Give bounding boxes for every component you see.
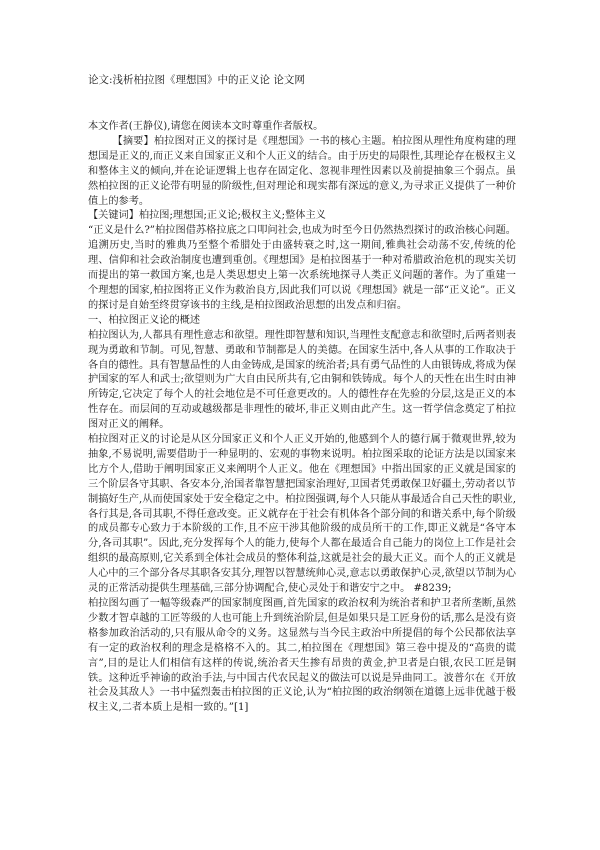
intro-paragraph: “正义是什么?”柏拉图借苏格拉底之口叩问社会,也成为时至今日仍然热烈探讨的政治核心问题。追溯历史,当时的雅典乃至整个希腊处于由盛转衰之时,这一期间,雅典社会动荡不安,传统的伦理、信仰和社会政治制度也遭到重创。《理想国》是柏拉图基于一种对希腊政治危机的现实关切而提出的第一救国方案,也是人类思想史上第一次系统地探寻人类正义问题的著作。为了重建一个理想的国家,柏拉图将正义作为救治良方,因此我们可以说《理想国》就是一部“正义论”。正义的探讨是自始至终贯穿该书的主线,是柏拉图政治思想的出发点和归宿。 [88, 225, 516, 311]
abstract-paragraph: 【摘要】柏拉图对正义的探讨是《理想国》一书的核心主题。柏拉图从理性角度构建的理想国是正义的,而正义来自国家正义和个人正义的结合。由于历史的局限性,其理论存在极权主义和整体主义的倾向,并在论证逻辑上也存在固定化、忽视非理性因素以及前提抽象三个弱点。虽然柏拉图的正义论带有明显的阶级性,但对理论和现实都有深远的意义,为寻求正义提供了一种价值上的参考。 [88, 135, 516, 207]
body-paragraph: 柏拉图认为,人都具有理性意志和欲望。理性即智慧和知识,当理性支配意志和欲望时,后两者则表现为勇敢和节制。可见,智慧、勇敢和节制都是人的美德。在国家生活中,各人从事的工作取决于各自的德性。具有智慧品性的人由金铸成,是国家的统治者;具有勇气品性的人由银铸成,将成为保护国家的军人和武士;欲望则为广大自由民所共有,它由铜和铁铸成。每个人的天性在出生时由神所铸定,它决定了每个人的社会地位是不可任意更改的。人的德性存在先验的分层,这是正义的本性存在。而层间的互动或越级都是非理性的破坏,非正义则由此产生。这一哲学信念奠定了柏拉图对正义的阐释。 [88, 329, 516, 431]
section-heading: 一、柏拉图正义论的概述 [88, 314, 201, 326]
document-title: 论文:浅析柏拉图《理想国》中的正义论 论文网 [88, 74, 305, 86]
body-paragraph: 柏拉图勾画了一幅等级森严的国家制度图画,首先国家的政治权利为统治者和护卫者所垄断,虽然少数才智卓越的工匠等级的人也可能上升到统治阶层,但是如果只是工匠身份的话,那么是没有资格参加政治活动的,只有服从命令的义务。这显然与当今民主政治中所提倡的每个公民都依法享有一定的政治权利的理念是格格不入的。其二,柏拉图在《理想国》第三卷中提及的“高贵的谎言”,目的是让人们相信有这样的传说,统治者天生掺有昂贵的黄金,护卫者是白银,农民工匠是铜铁。这种近乎神谕的政治手法,与中国古代农民起义的做法可以说是异曲同工。波普尔在《开放社会及其敌人》一书中猛烈轰击柏拉图的正义论,认为“柏拉图的政治纲领在道德上远非优越于极权主义,二者本质上是相一致的。”[1] [88, 598, 516, 714]
document-body [88, 120, 516, 716]
keywords-line: 【关键词】柏拉图;理想国;正义论;极权主义;整体主义 [88, 210, 326, 222]
body-paragraph: 柏拉图对正义的讨论是从区分国家正义和个人正义开始的,他感到个人的德行属于微观世界,较为抽象,不易说明,需要借助于一种显明的、宏观的事物来说明。柏拉图采取的论证方法是以国家来比方个人,借助于阐明国家正义来阐明个人正义。他在《理想国》中指出国家的正义就是国家的三个阶层各守其职、各安本分,治国者靠智慧把国家治理好,卫国者凭勇敢保卫好疆土,劳动者以节制搞好生产,从而使国家处于安全稳定之中。柏拉图强调,每个人只能从事最适合自己天性的职业,各行其是,各司其职,不得任意改变。正义就存在于社会有机体各个部分间的和谐关系中,每个阶级的成员都专心致力于本阶级的工作,且不应干涉其他阶级的成员所干的工作,即正义就是“各守本分,各司其职”。因此,充分发挥每个人的能力,使每个人都在最适合自己能力的岗位上工作是社会组织的最高原则,它关系到全体社会成员的整体利益,这就是社会的最大正义。而个人的正义就是人心中的三个部分各尽其职各安其分,理智以智慧统帅心灵,意志以勇敢保护心灵,欲望以节制为心灵的正常活动提供生理基础,三部分协调配合,使心灵处于和谐安宁之中。 #8239; [88, 434, 516, 595]
author-note: 本文作者(王静仪),请您在阅读本文时尊重作者版权。 [88, 121, 324, 132]
